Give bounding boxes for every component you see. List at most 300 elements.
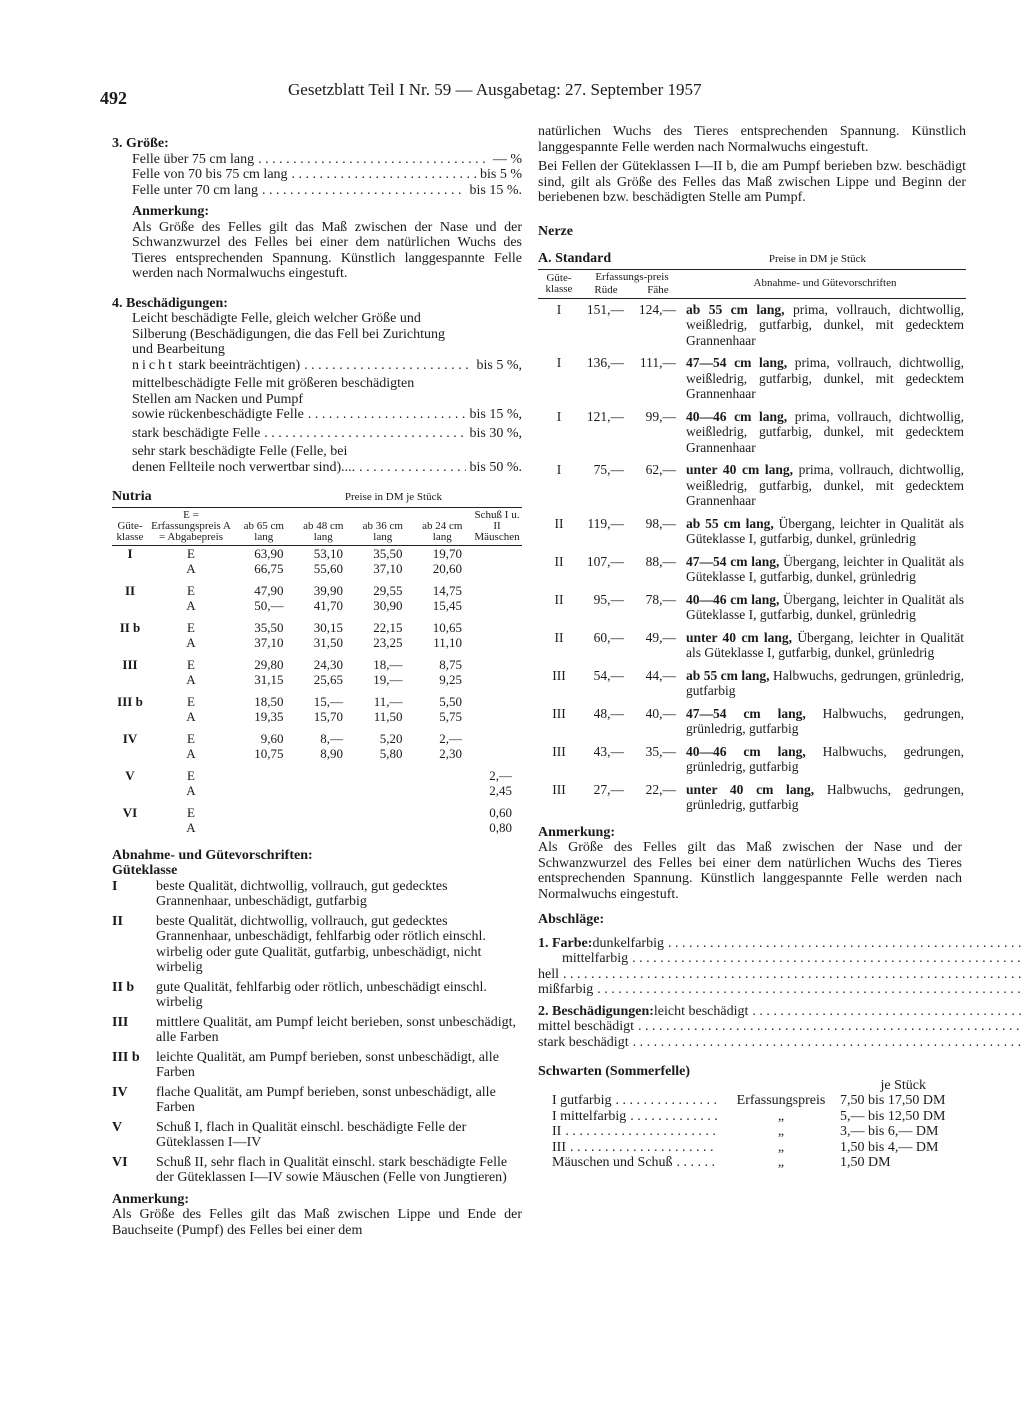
- table-row: [538, 665, 966, 703]
- gueteklasse-text: leichte Qualität, am Pumpf berieben, sonst unbeschädigt, alle Farben: [156, 1049, 499, 1080]
- abschlaege-beschaedigungen: [538, 1004, 966, 1051]
- nutria-48cm-cell: 31,50: [313, 635, 343, 650]
- nutria-klasse-cell: III b: [117, 693, 143, 709]
- schwarten-label: Mäuschen und Schuß: [552, 1155, 673, 1170]
- nutria-schuss-cell: [472, 635, 522, 651]
- th-nerz-gueteklasse: Güte-klasse: [538, 269, 580, 298]
- nutria-typ-cell: E: [187, 693, 195, 709]
- nutria-48cm-cell: 25,65: [313, 672, 343, 687]
- list-item: [112, 1085, 522, 1116]
- nerze-subtitle: A. Standard: [538, 251, 612, 266]
- nutria-schuss-cell: 2,45: [489, 783, 512, 798]
- nerz-length: 47—54 cm lang,: [686, 705, 806, 721]
- nutria-klasse-cell: VI: [122, 804, 138, 820]
- nutria-24cm-cell: 5,50: [439, 693, 462, 709]
- table-row: [538, 627, 966, 665]
- table-row: [112, 820, 522, 836]
- nutria-65cm-cell: [234, 820, 294, 836]
- nutria-typ-cell: A: [186, 746, 196, 761]
- nerz-klasse-cell: I: [556, 408, 562, 424]
- nutria-klasse-cell: III: [122, 656, 138, 672]
- nutria-48cm-cell: 41,70: [313, 598, 343, 613]
- th-gueteklasse: Güte-klasse: [112, 507, 148, 545]
- nerz-klasse-cell: III: [552, 667, 566, 683]
- nutria-24cm-cell: 5,75: [439, 709, 462, 724]
- nutria-48cm-cell: 15,70: [313, 709, 343, 724]
- schwarten-row: [538, 1093, 966, 1109]
- table-row: [538, 298, 966, 352]
- page-header-title: Gesetzblatt Teil I Nr. 59 — Ausgabetag: 27. September 1957: [288, 80, 702, 99]
- beschaedigungen-heading: 4. Beschädigungen:: [112, 295, 228, 311]
- nerz-length: 40—46 cm lang,: [686, 743, 806, 759]
- nutria-48cm-cell: [294, 799, 354, 821]
- nutria-36cm-cell: 11,—: [373, 693, 403, 709]
- schwarten-label: II: [552, 1124, 562, 1139]
- abschlaege-farbe: [538, 936, 966, 998]
- nutria-65cm-cell: 50,—: [254, 598, 284, 613]
- nutria-schuss-cell: [472, 725, 522, 747]
- nutria-65cm-cell: 37,10: [254, 635, 284, 650]
- gueteklasse-key: III b: [112, 1049, 140, 1065]
- nutria-48cm-cell: 55,60: [313, 561, 343, 576]
- nutria-65cm-cell: 18,50: [254, 693, 284, 709]
- th-36cm: ab 36 cm lang: [353, 507, 413, 545]
- nutria-36cm-cell: 37,10: [373, 561, 403, 576]
- nerz-klasse-cell: I: [556, 462, 562, 477]
- nutria-48cm-cell: [294, 820, 354, 836]
- schwarten-price: 3,— bis 6,— DM: [840, 1124, 939, 1139]
- nutria-title: Nutria: [112, 489, 152, 504]
- schwarten-price: 1,50 bis 4,— DM: [840, 1139, 939, 1155]
- table-row: [538, 352, 966, 406]
- th-65cm: ab 65 cm lang: [234, 507, 294, 545]
- nutria-48cm-cell: 39,90: [313, 582, 343, 598]
- nerz-ruede-cell: 48,—: [593, 705, 624, 721]
- abnahme-subheading: Güteklasse: [112, 863, 178, 878]
- nerz-klasse-cell: I: [556, 301, 562, 317]
- nerz-klasse-cell: II: [554, 515, 564, 531]
- nerz-vorschrift-cell: [684, 513, 966, 551]
- nerz-vorschrift-cell: [684, 298, 966, 352]
- nutria-65cm-cell: 10,75: [254, 746, 284, 761]
- nerz-faehe-cell: 22,—: [645, 781, 676, 797]
- nutria-24cm-cell: 19,70: [432, 545, 462, 561]
- nerz-klasse-cell: II: [554, 591, 564, 607]
- nutria-schuss-cell: 0,60: [489, 804, 512, 820]
- nutria-klasse-cell: [112, 672, 148, 688]
- table-row: [112, 762, 522, 784]
- nutria-klasse-cell: [112, 561, 148, 577]
- nerz-ruede-cell: 54,—: [593, 667, 624, 683]
- nutria-klasse-cell: [112, 635, 148, 651]
- table-row: [112, 725, 522, 747]
- gueteklasse-list: [112, 879, 522, 1186]
- list-item: [112, 914, 522, 976]
- schwarten-column: „: [777, 1155, 785, 1170]
- farbe-label: 1. Farbe:: [538, 935, 593, 951]
- nerz-description: prima, vollrauch, dichtwollig, weißledrig, gutfarbig, dunkel, mit gedecktem Grannenhaar: [686, 408, 965, 455]
- beschaedigungen-item2: mittelbeschädigte Felle mit größeren beschädigten Stellen am Nacken und Pumpf: [132, 376, 415, 407]
- nerz-ruede-cell: 43,—: [593, 743, 624, 759]
- gueteklasse-text: beste Qualität, dichtwollig, vollrauch, gut gedecktes Grannenhaar, unbeschädigt, gutfarbig: [156, 878, 448, 909]
- nutria-klasse-cell: [112, 820, 148, 836]
- right-column: [538, 124, 966, 1171]
- nerz-faehe-cell: 35,—: [645, 743, 676, 759]
- nerz-vorschrift-cell: [684, 779, 966, 817]
- groesse-row: Felle von 70 bis 75 cm lang . . . bis 5 %: [132, 167, 522, 183]
- abnahme-note-text: Als Größe des Felles gilt das Maß zwischen Lippe und Ende der Bauchseite (Pumpf) des Felles bei einer dem: [112, 1207, 522, 1238]
- nutria-65cm-cell: 66,75: [254, 561, 284, 576]
- abschlaege-heading: Abschläge:: [538, 912, 605, 927]
- nutria-36cm-cell: 23,25: [373, 635, 403, 650]
- gueteklasse-text: Schuß II, sehr flach in Qualität einschl. stark beschädigte Felle der Güteklassen I—IV sowie Mäuschen (Felle von Jungtieren): [156, 1154, 508, 1185]
- table-row: [112, 709, 522, 725]
- je-stueck-label: je Stück: [880, 1077, 926, 1093]
- groesse-row: Felle unter 70 cm lang . . . bis 15 %.: [132, 183, 522, 199]
- nerz-length: 40—46 cm lang,: [686, 591, 780, 607]
- nutria-48cm-cell: 15,—: [313, 693, 343, 709]
- nerz-description: Übergang, leichter in Qualität als Güteklasse I, gutfarbig, dunkel, grünledrig: [686, 553, 964, 584]
- nutria-schuss-cell: [472, 561, 522, 577]
- gueteklasse-text: flache Qualität, am Pumpf berieben, sonst unbeschädigt, alle Farben: [156, 1084, 496, 1115]
- table-row: [112, 746, 522, 762]
- nerz-klasse-cell: II: [554, 553, 564, 569]
- nerz-length: ab 55 cm lang,: [686, 515, 774, 531]
- nerz-ruede-cell: 107,—: [586, 553, 624, 569]
- nutria-typ-cell: E: [187, 619, 195, 635]
- table-row: [538, 741, 966, 779]
- nutria-36cm-cell: 11,50: [373, 709, 403, 724]
- nutria-36cm-cell: 19,—: [373, 672, 403, 687]
- nerz-ruede-cell: 136,—: [586, 355, 624, 370]
- nerz-vorschrift-cell: [684, 459, 966, 513]
- gueteklasse-key: III: [112, 1014, 129, 1030]
- nerz-description: Übergang, leichter in Qualität als Güteklasse I, gutfarbig, dunkel, grünledrig: [686, 629, 965, 660]
- nutria-klasse-cell: [112, 783, 148, 799]
- th-legend: E = Erfassungspreis A = Abgabepreis: [148, 507, 234, 545]
- nerz-faehe-cell: 99,—: [645, 408, 676, 424]
- nutria-65cm-cell: 19,35: [254, 709, 284, 724]
- nutria-36cm-cell: 30,90: [373, 598, 403, 613]
- schwarten-price: 1,50 DM: [840, 1155, 891, 1170]
- schwarten-list: [538, 1093, 966, 1171]
- table-row: [112, 545, 522, 561]
- nerze-title: Nerze: [538, 223, 573, 239]
- nutria-typ-cell: E: [187, 545, 195, 561]
- nerz-length: 47—54 cm lang,: [686, 553, 780, 569]
- th-schuss: Schuß I u. II Mäuschen: [472, 507, 522, 545]
- nerz-ruede-cell: 27,—: [593, 781, 624, 797]
- groesse-note-text: Als Größe des Felles gilt das Maß zwischen der Nase und der Schwanzwurzel des Felles bei einer dem natürlichen Wuchs des Tieres entsprechenden Spannung. Künstlich langgespannte Felle werden nach Normalwuchs eingestuft.: [132, 219, 522, 281]
- nutria-65cm-cell: 29,80: [254, 656, 284, 672]
- nutria-36cm-cell: 5,20: [379, 730, 403, 746]
- nutria-table-body: [112, 545, 522, 836]
- nerz-faehe-cell: 49,—: [645, 629, 676, 645]
- schwarten-column: Erfassungspreis: [736, 1093, 826, 1108]
- nutria-typ-cell: A: [186, 672, 196, 687]
- table-row: [112, 799, 522, 821]
- nerz-faehe-cell: 62,—: [645, 462, 676, 477]
- nutria-24cm-cell: 9,25: [439, 672, 462, 687]
- schwarten-label: I mittelfarbig: [552, 1108, 627, 1124]
- nutria-schuss-cell: [472, 746, 522, 762]
- nutria-24cm-cell: [413, 820, 473, 836]
- nerz-faehe-cell: 78,—: [645, 591, 676, 607]
- abschlag-row: stark beschädigt . . .: [538, 1035, 1024, 1051]
- nutria-klasse-cell: [112, 598, 148, 614]
- table-row: [538, 779, 966, 817]
- schwarten-price: 7,50 bis 17,50 DM: [840, 1093, 946, 1108]
- nutria-36cm-cell: 18,—: [373, 656, 403, 672]
- nutria-24cm-cell: 8,75: [439, 656, 462, 672]
- abschlag-row: mißfarbig . . .: [538, 982, 1024, 998]
- abnahme-note-heading: Anmerkung:: [112, 1191, 190, 1207]
- beschaedigungen-row: denen Fellteile noch verwertbar sind).... . . . bis 50 %.: [112, 460, 522, 476]
- list-item: [112, 980, 522, 1011]
- nerz-faehe-cell: 98,—: [645, 515, 676, 531]
- table-row: [538, 513, 966, 551]
- table-row: [538, 406, 966, 460]
- beschaedigungen-item1: Leicht beschädigte Felle, gleich welcher Größe und Silberung (Beschädigungen, die das Fell bei Zurichtung und Bearbeitung: [132, 311, 445, 357]
- schwarten-price: 5,— bis 12,50 DM: [840, 1108, 946, 1124]
- abschlag-row: mittel beschädigt . . .: [538, 1019, 1024, 1035]
- nutria-price-caption: Preise in DM je Stück: [344, 491, 442, 503]
- nerz-vorschrift-cell: [684, 665, 966, 703]
- nerz-ruede-cell: 60,—: [593, 629, 624, 645]
- nutria-36cm-cell: [353, 783, 413, 799]
- th-ruede: Rüde: [580, 283, 632, 299]
- besch-label: 2. Beschädigungen:: [538, 1003, 654, 1019]
- nerz-klasse-cell: III: [552, 705, 566, 721]
- nerz-vorschrift-cell: [684, 352, 966, 406]
- nerz-description: prima, vollrauch, dichtwollig, weißledrig, gutfarbig, dunkel, mit gedecktem Grannenhaar: [686, 301, 964, 348]
- schwarten-row: [538, 1155, 966, 1171]
- nerz-description: Halbwuchs, gedrungen, grünledrig, gutfarbig: [686, 667, 965, 698]
- nerz-length: unter 40 cm lang,: [686, 629, 793, 645]
- schwarten-column: „: [777, 1124, 785, 1139]
- nutria-36cm-cell: [353, 820, 413, 836]
- nerz-ruede-cell: 95,—: [593, 591, 624, 607]
- list-item: [112, 1155, 522, 1186]
- nutria-typ-cell: E: [187, 767, 195, 783]
- nerz-klasse-cell: III: [552, 743, 566, 759]
- gueteklasse-text: Schuß I, flach in Qualität einschl. beschädigte Felle der Güteklassen I—IV: [156, 1119, 467, 1150]
- nutria-24cm-cell: [413, 783, 473, 799]
- gueteklasse-key: V: [112, 1119, 123, 1135]
- nerze-table-body: [538, 298, 966, 817]
- nutria-schuss-cell: [472, 577, 522, 599]
- groesse-list: [112, 152, 522, 199]
- pumpf-note-text: Bei Fellen der Güteklassen I—II b, die am Pumpf berieben bzw. beschädigt sind, gilt als Größe des Felles das Maß zwischen Lippe und Beginn der beriebenen bzw. beschädigten Stelle am Pumpf.: [538, 159, 966, 205]
- nutria-48cm-cell: 30,15: [313, 619, 343, 635]
- nutria-24cm-cell: 20,60: [432, 561, 462, 576]
- nerz-description: Halbwuchs, gedrungen, grünledrig, gutfarbig: [686, 781, 965, 812]
- beschaedigungen-row: nicht stark beeinträchtigen) . . . bis 5 %,: [112, 358, 522, 374]
- nutria-24cm-cell: 10,65: [432, 619, 462, 635]
- table-row: [538, 551, 966, 589]
- nerz-description: prima, vollrauch, dichtwollig, weißledrig, gutfarbig, dunkel, mit gedecktem Grannenhaar: [686, 462, 965, 508]
- gueteklasse-text: gute Qualität, fehlfarbig oder rötlich, unbeschädigt einschl. wirbelig: [156, 979, 487, 1010]
- nerz-faehe-cell: 40,—: [645, 705, 676, 721]
- schwarten-label: III: [552, 1139, 566, 1155]
- nutria-klasse-cell: II b: [119, 619, 141, 635]
- schwarten-column: „: [777, 1108, 785, 1124]
- nutria-36cm-cell: [353, 762, 413, 784]
- table-row: [112, 783, 522, 799]
- nutria-schuss-cell: 0,80: [489, 820, 512, 835]
- nutria-typ-cell: E: [187, 656, 195, 672]
- list-item: [112, 1050, 522, 1081]
- nutria-48cm-cell: [294, 783, 354, 799]
- nutria-65cm-cell: 9,60: [260, 730, 284, 746]
- nutria-24cm-cell: 11,10: [433, 635, 462, 650]
- nerz-length: 47—54 cm lang,: [686, 355, 788, 370]
- nerz-vorschrift-cell: [684, 703, 966, 741]
- nutria-48cm-cell: [294, 762, 354, 784]
- nutria-36cm-cell: 29,55: [373, 582, 403, 598]
- abschlag-row: hell . . .: [538, 967, 1024, 983]
- nutria-24cm-cell: 2,—: [439, 730, 462, 746]
- th-24cm: ab 24 cm lang: [413, 507, 473, 545]
- schwarten-label: I gutfarbig: [552, 1093, 612, 1108]
- nerz-ruede-cell: 151,—: [586, 301, 624, 317]
- schwarten-row: [538, 1109, 966, 1125]
- nutria-24cm-cell: 2,30: [439, 746, 462, 761]
- schwarten-column: „: [777, 1139, 785, 1155]
- nutria-65cm-cell: 31,15: [254, 672, 284, 687]
- nutria-24cm-cell: 15,45: [432, 598, 462, 613]
- nutria-typ-cell: A: [186, 561, 196, 576]
- nutria-schuss-cell: [472, 709, 522, 725]
- nutria-klasse-cell: II: [124, 582, 136, 598]
- nerz-length: 40—46 cm lang,: [686, 408, 788, 424]
- abschlag-row: leicht beschädigt . . .: [654, 1004, 1024, 1020]
- nerze-table: [538, 269, 966, 817]
- beschaedigungen-row: sowie rückenbeschädigte Felle . . . bis 15 %,: [112, 407, 522, 423]
- gueteklasse-key: I: [112, 878, 118, 894]
- nutria-65cm-cell: 63,90: [254, 545, 284, 561]
- nerz-faehe-cell: 111,—: [639, 355, 676, 370]
- left-column: [112, 136, 522, 1238]
- gueteklasse-key: II: [112, 913, 123, 929]
- nutria-36cm-cell: [353, 799, 413, 821]
- nutria-36cm-cell: 35,50: [373, 545, 403, 561]
- nutria-typ-cell: E: [187, 730, 195, 746]
- nutria-36cm-cell: 5,80: [379, 746, 403, 761]
- nerz-ruede-cell: 119,—: [587, 515, 624, 531]
- abschlag-row: mittelfarbig . . .: [538, 951, 1024, 967]
- groesse-row: Felle über 75 cm lang . . . — %: [132, 152, 522, 168]
- nutria-klasse-cell: IV: [122, 730, 138, 746]
- nutria-typ-cell: A: [186, 635, 196, 650]
- table-row: [112, 688, 522, 710]
- list-item: [112, 1015, 522, 1046]
- abnahme-heading: Abnahme- und Gütevorschriften:: [112, 847, 313, 863]
- schwarten-heading: Schwarten (Sommerfelle): [538, 1064, 691, 1079]
- nerz-klasse-cell: III: [552, 781, 566, 797]
- nerz-vorschrift-cell: [684, 627, 966, 665]
- nutria-table: [112, 507, 522, 836]
- nutria-schuss-cell: [472, 614, 522, 636]
- nutria-48cm-cell: 8,—: [320, 730, 343, 746]
- beschaedigungen-row: stark beschädigte Felle . . . bis 30 %,: [112, 426, 522, 442]
- table-row: [538, 703, 966, 741]
- nutria-65cm-cell: [234, 762, 294, 784]
- nerz-vorschrift-cell: [684, 741, 966, 779]
- nerz-length: ab 55 cm lang,: [686, 667, 770, 683]
- nerze-price-caption: Preise in DM je Stück: [768, 253, 866, 265]
- nutria-65cm-cell: 35,50: [254, 619, 284, 635]
- nutria-48cm-cell: 24,30: [313, 656, 343, 672]
- th-vorschriften: Abnahme- und Gütevorschriften: [684, 269, 966, 298]
- nutria-schuss-cell: 2,—: [489, 767, 512, 783]
- nerz-faehe-cell: 124,—: [638, 301, 676, 317]
- nutria-schuss-cell: [472, 651, 522, 673]
- table-row: [112, 651, 522, 673]
- table-row: [112, 577, 522, 599]
- nutria-klasse-cell: [112, 709, 148, 725]
- nutria-typ-cell: E: [187, 804, 195, 820]
- nerz-description: Halbwuchs, gedrungen, grünledrig, gutfarbig: [686, 743, 965, 774]
- gueteklasse-key: VI: [112, 1154, 128, 1170]
- nerze-note-heading: Anmerkung:: [538, 824, 616, 840]
- nutria-48cm-cell: 8,90: [320, 746, 343, 761]
- nerz-description: Halbwuchs, gedrungen, grünledrig, gutfarbig: [686, 705, 965, 736]
- nutria-65cm-cell: [234, 799, 294, 821]
- nerz-vorschrift-cell: [684, 551, 966, 589]
- nerz-length: unter 40 cm lang,: [686, 781, 815, 797]
- nutria-48cm-cell: 53,10: [313, 545, 343, 561]
- nerz-faehe-cell: 44,—: [645, 667, 676, 683]
- gueteklasse-text: beste Qualität, dichtwollig, vollrauch, gut gedecktes Grannenhaar, unbeschädigt, fehlfarbig oder rötlich einschl. wirbelig oder gute Qualität, gutfarbig, unbeschädigt, nicht wirbelig: [156, 913, 486, 975]
- page-number: 492: [100, 88, 127, 108]
- nerz-ruede-cell: 75,—: [593, 462, 624, 477]
- nerz-length: ab 55 cm lang,: [686, 301, 785, 317]
- table-row: [112, 614, 522, 636]
- groesse-note-heading: Anmerkung:: [132, 204, 210, 219]
- nutria-24cm-cell: [413, 762, 473, 784]
- continued-text: natürlichen Wuchs des Tieres entsprechenden Spannung. Künstlich langgespannte Felle werden nach Normalwuchs eingestuft.: [538, 124, 966, 155]
- nutria-24cm-cell: 14,75: [432, 582, 462, 598]
- nutria-klasse-cell: V: [125, 767, 135, 783]
- nerz-faehe-cell: 88,—: [645, 553, 676, 569]
- nerz-length: unter 40 cm lang,: [686, 462, 794, 477]
- th-48cm: ab 48 cm lang: [294, 507, 354, 545]
- nutria-65cm-cell: 47,90: [254, 582, 284, 598]
- nerz-description: Übergang, leichter in Qualität als Güteklasse I, gutfarbig, dunkel, grünledrig: [686, 515, 965, 546]
- schwarten-row: [538, 1140, 966, 1156]
- nerz-description: Übergang, leichter in Qualität als Güteklasse I, gutfarbig, dunkel, grünledrig: [686, 591, 964, 622]
- list-item: [112, 879, 522, 910]
- th-erfassungspreis: Erfassungs-preis: [580, 269, 684, 283]
- abschlag-row: dunkelfarbig . . .: [592, 936, 1024, 952]
- nerz-vorschrift-cell: [684, 589, 966, 627]
- nerz-description: prima, vollrauch, dichtwollig, weißledrig, gutfarbig, dunkel, mit gedecktem Grannenhaar: [686, 355, 965, 401]
- nutria-typ-cell: E: [187, 582, 195, 598]
- table-row: [112, 598, 522, 614]
- nutria-schuss-cell: [472, 598, 522, 614]
- schwarten-row: [538, 1124, 966, 1140]
- list-item: [112, 1120, 522, 1151]
- nerz-klasse-cell: I: [556, 355, 562, 370]
- gueteklasse-key: II b: [112, 979, 135, 995]
- nutria-typ-cell: A: [186, 598, 196, 613]
- nerze-note-text: Als Größe des Felles gilt das Maß zwischen der Nase und der Schwanzwurzel des Felles bei einer dem natürlichen Wuchs des Tieres entsprechenden Spannung. Künstlich langgespannte Felle werden nach Normalwuchs eingestuft.: [538, 840, 962, 902]
- gueteklasse-key: IV: [112, 1084, 128, 1100]
- nutria-schuss-cell: [472, 545, 522, 561]
- nutria-36cm-cell: 22,15: [373, 619, 403, 635]
- nutria-klasse-cell: I: [127, 545, 133, 561]
